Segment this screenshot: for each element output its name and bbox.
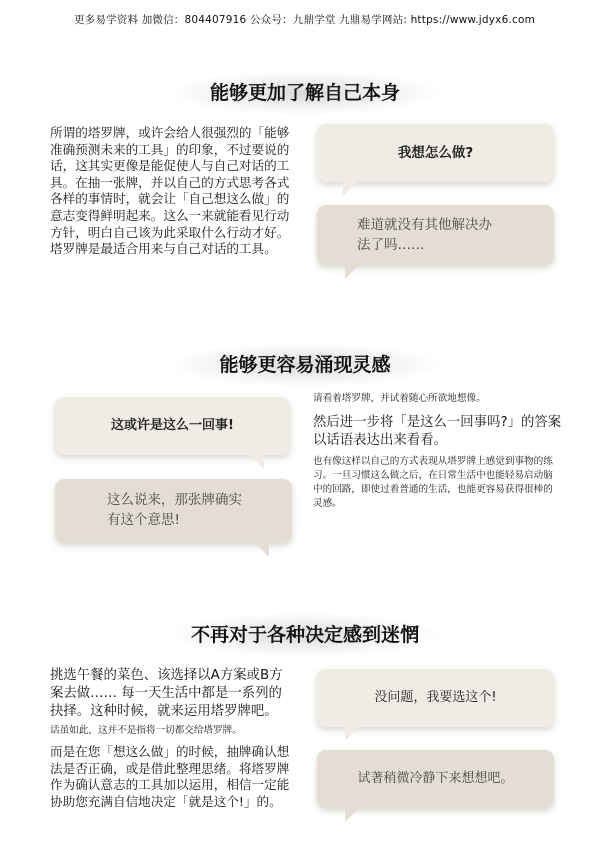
bubble-tail bbox=[250, 455, 264, 469]
speech-bubble-no-other-way bbox=[317, 205, 554, 265]
section3-main-text: 挑选午餐的菜色、该选择以A方案或B方案去做…… 每一天生活中都是一系列的抉择。这种时候，就来运用塔罗牌吧。 bbox=[50, 668, 283, 719]
bubble-text: 这或许是这么一回事! bbox=[111, 418, 234, 433]
speech-bubble-card-meaning bbox=[55, 479, 292, 543]
bubble-text: 难道就没有其他解决办法了吗…… bbox=[357, 217, 492, 253]
speech-bubble-calm-down bbox=[317, 750, 554, 808]
bubble-tail bbox=[345, 265, 359, 279]
section-title-decisions: 不再对于各种决定感到迷惘 bbox=[170, 613, 440, 657]
section1-paragraph: 所谓的塔罗牌，或许会给人很强烈的「能够准确预测未来的工具」的印象，不过要说的话，这其实更像是能促使人与自己对话的工具。在抽一张牌，并以自己的方式思考各式各样的事情时，就会让「自己想这么做」的意志变得鲜明起来。这么一来就能看见行动方针，明白自己该为此采取什么行动才好。塔罗牌是最适合用来与自己对话的工具。 bbox=[50, 125, 290, 257]
bubble-tail bbox=[255, 543, 269, 557]
section-title-understand-self: 能够更加了解自己本身 bbox=[170, 71, 440, 115]
section2-small-note-1: 请看着塔罗牌，并试着随心所欲地想像。 bbox=[313, 393, 486, 404]
bubble-tail bbox=[345, 727, 359, 741]
section2-small-note-2: 也有像这样以自己的方式表现从塔罗牌上感觉到事物的练习。一旦习惯这么做之后，在日常生活中也能轻易启动脑中的回路，即使过着普通的生活，也能更容易获得很棒的灵感。 bbox=[313, 456, 553, 509]
bubble-text: 试著稍微冷静下来想想吧。 bbox=[357, 771, 514, 786]
bubble-tail bbox=[343, 182, 357, 196]
section3-small-note: 话虽如此，这并不是指将一切都交给塔罗牌。 bbox=[50, 725, 242, 736]
bubble-text: 这么说来，那张牌确实有这个意思! bbox=[107, 492, 242, 528]
speech-bubble-maybe-this bbox=[55, 397, 290, 455]
section2-main-text: 然后进一步将「是这么一回事吗?」的答案以话语表达出来看看。 bbox=[313, 415, 562, 448]
header-watermark-line: 更多易学资料 加微信：804407916 公众号：九鼎学堂 九鼎易学网站: https://www.jdyx6.com bbox=[73, 14, 536, 26]
speech-bubble-how-to-do bbox=[317, 124, 554, 182]
bubble-text: 我想怎么做? bbox=[397, 145, 474, 161]
section-title-inspiration: 能够更容易涌现灵感 bbox=[170, 343, 440, 387]
speech-bubble-choose-this bbox=[317, 669, 554, 727]
bubble-text: 没问题，我要选这个! bbox=[374, 690, 497, 705]
section3-paragraph: 而是在您「想这么做」的时候，抽牌确认想法是否正确，或是借此整理思绪。将塔罗牌作为确认意志的工具加以运用，相信一定能协助您充满自信地决定「就是这个!」的。 bbox=[50, 744, 290, 809]
bubble-tail bbox=[345, 808, 359, 822]
